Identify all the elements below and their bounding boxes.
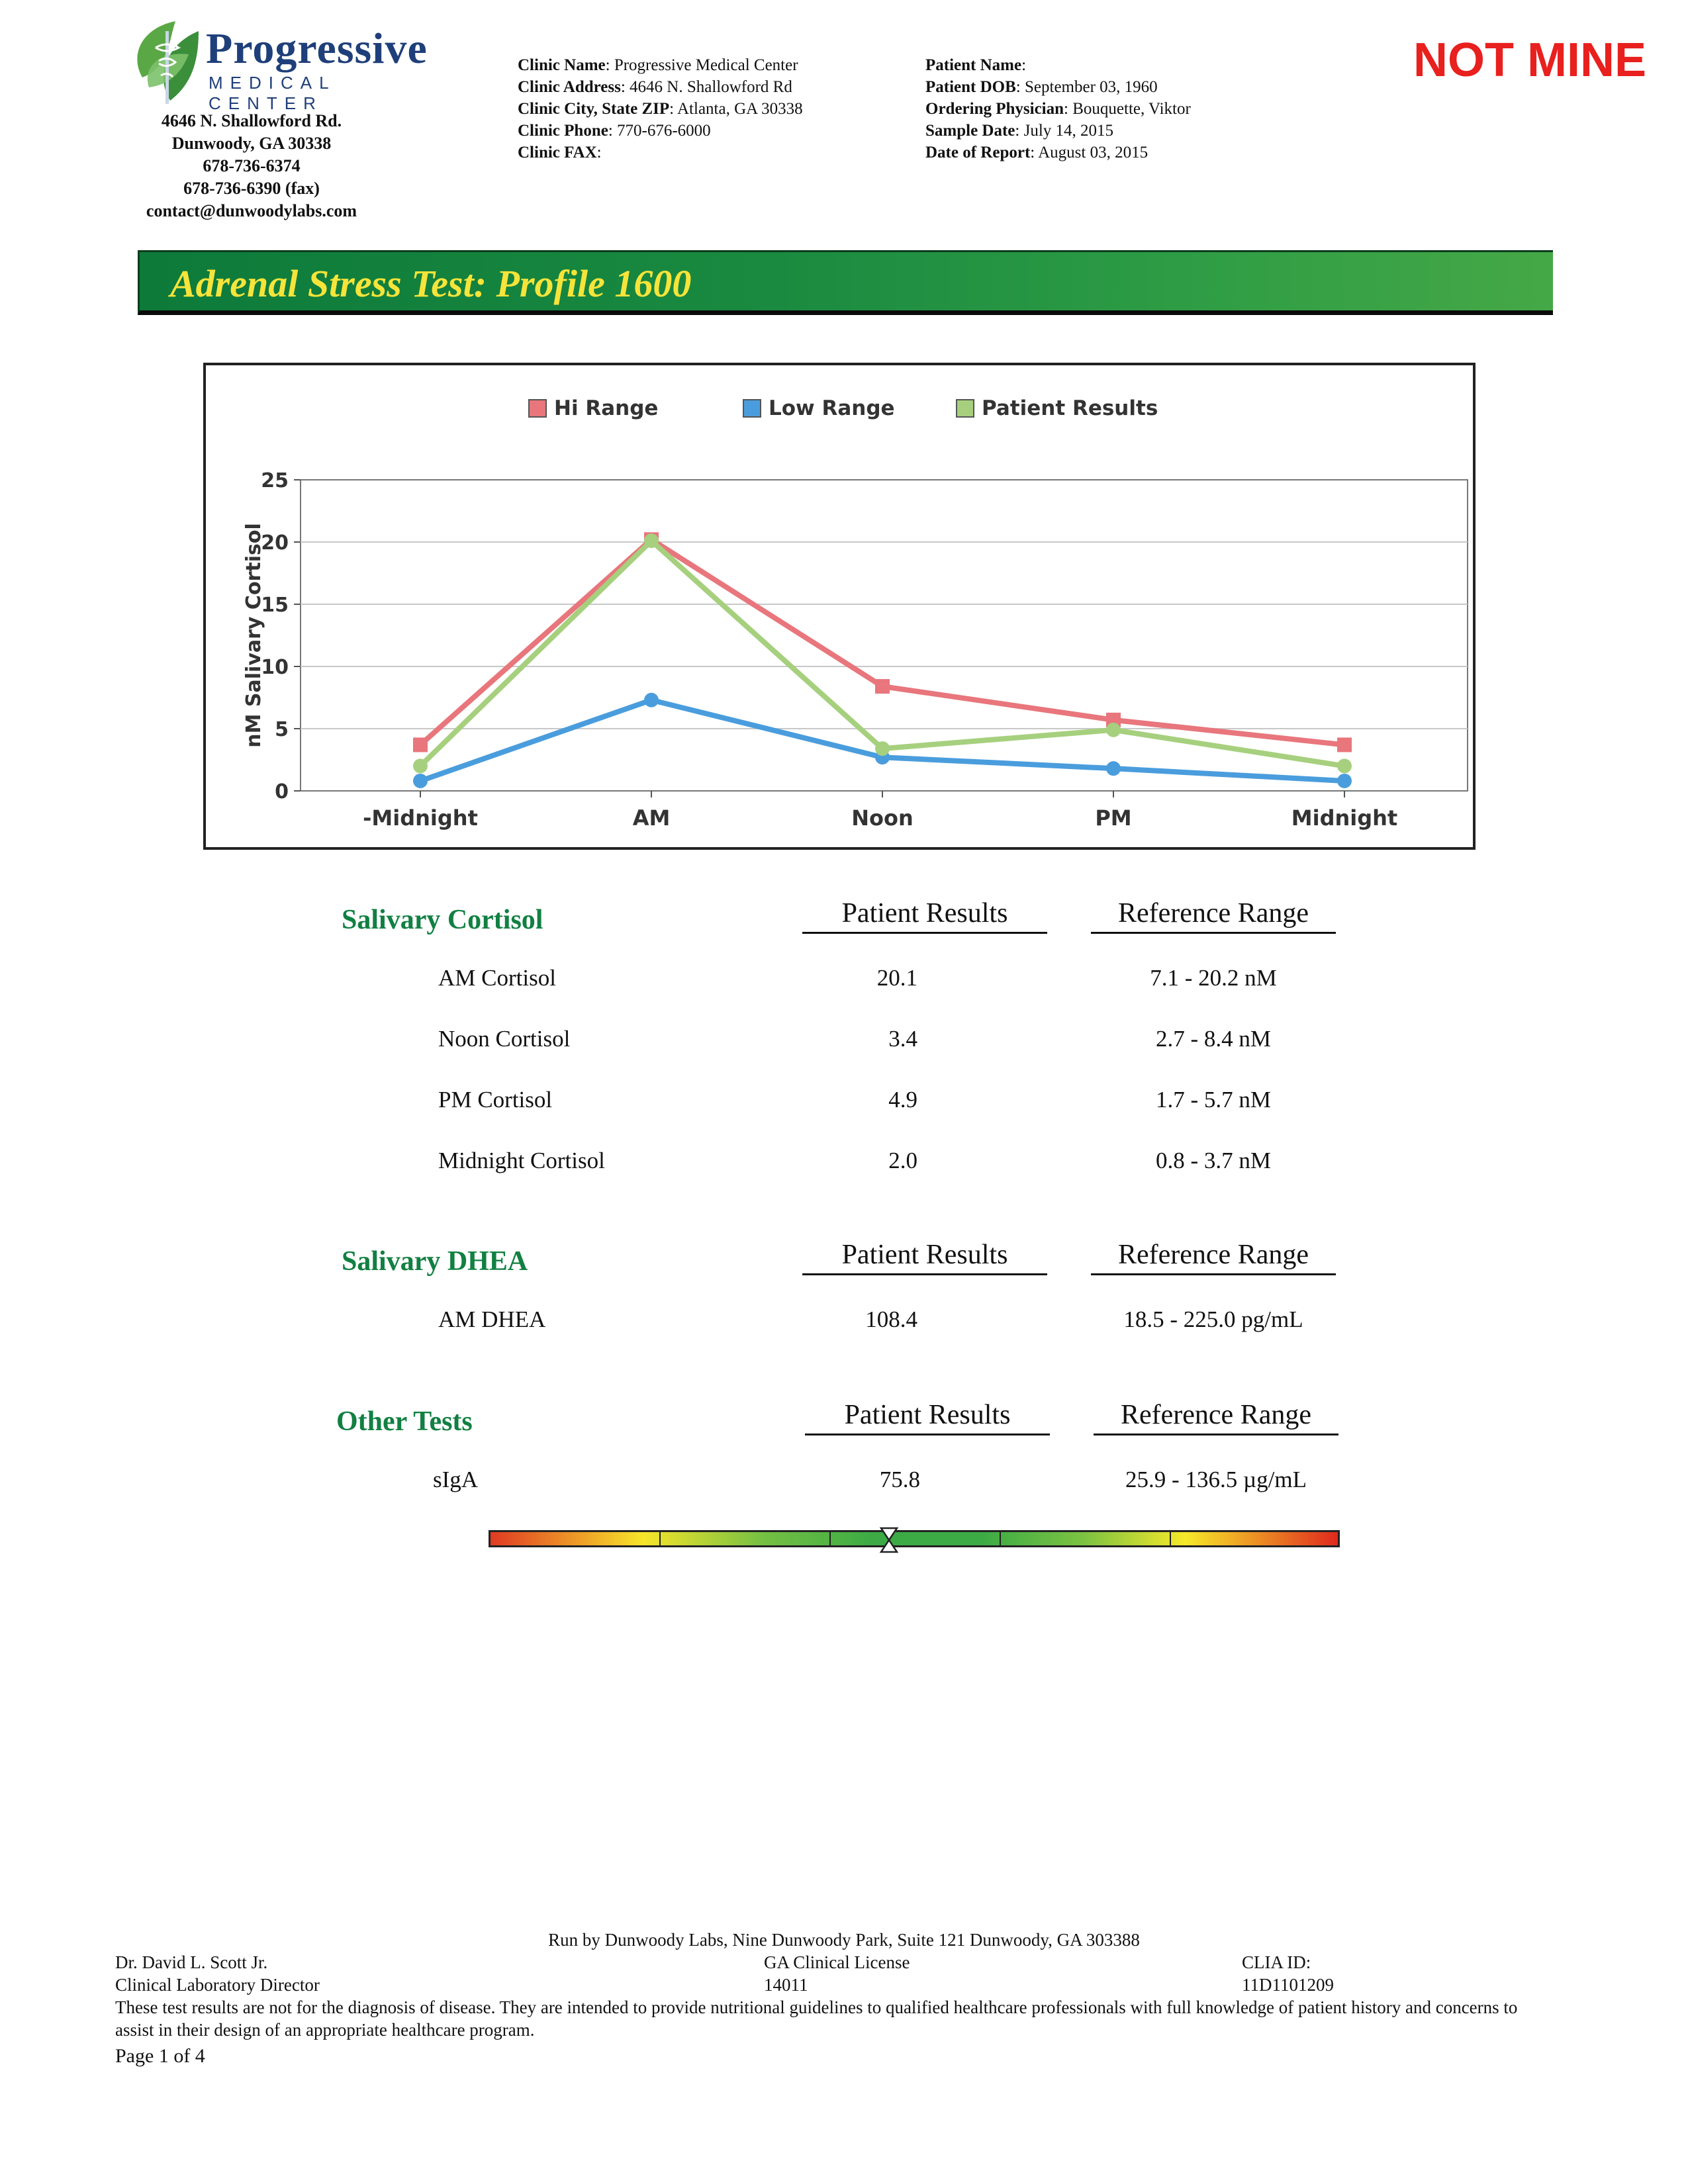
y-tick-label: 0 <box>275 780 289 803</box>
title-banner <box>138 250 1553 315</box>
x-tick-label: -Midnight <box>363 805 478 831</box>
test-result: 3.4 <box>888 1026 917 1052</box>
footer-run-by: Run by Dunwoody Labs, Nine Dunwoody Park, Suite 121 Dunwoody, GA 303388 <box>548 1930 1140 1950</box>
gauge-tick <box>829 1532 831 1545</box>
legend-swatch <box>529 400 546 417</box>
other-results-header: Patient Results <box>805 1399 1050 1435</box>
info-value: Progressive Medical Center <box>614 56 798 74</box>
info-label: Ordering Physician <box>925 100 1064 118</box>
siga-range-gauge <box>489 1530 1340 1547</box>
report-title: Adrenal Stress Test: Profile 1600 <box>170 262 692 305</box>
info-label: Patient DOB <box>925 78 1016 96</box>
logo-subtitle: MEDICAL CENTER <box>209 73 336 113</box>
cortisol-range-header: Reference Range <box>1091 897 1336 934</box>
data-point <box>1337 774 1352 788</box>
data-point <box>1106 761 1121 776</box>
contact-city: Dunwoody, GA 30338 <box>171 134 332 153</box>
test-result: 108.4 <box>865 1306 917 1332</box>
data-point <box>1337 737 1352 752</box>
clinic-contact <box>99 110 404 222</box>
clinic-info-row: Clinic FAX: <box>518 144 602 161</box>
info-label: Date of Report <box>925 144 1031 161</box>
test-name: sIgA <box>433 1467 479 1492</box>
data-point <box>413 774 428 788</box>
y-tick-label: 20 <box>261 531 289 555</box>
test-name: PM Cortisol <box>438 1087 553 1113</box>
not-mine-stamp: NOT MINE <box>1413 34 1646 87</box>
info-label: Patient Name <box>925 56 1022 74</box>
test-range: 7.1 - 20.2 nM <box>1150 965 1277 991</box>
y-tick-label: 25 <box>261 469 289 492</box>
cortisol-chart <box>203 363 1476 850</box>
clinic-info-row: Clinic City, State ZIP: Atlanta, GA 30338 <box>518 100 803 118</box>
data-point <box>875 741 890 756</box>
logo <box>129 15 453 114</box>
y-tick-label: 10 <box>261 656 289 679</box>
clinic-info-row: Clinic Phone: 770-676-6000 <box>518 122 711 140</box>
contact-email: contact@dunwoodylabs.com <box>146 201 357 220</box>
dhea-range-header: Reference Range <box>1091 1239 1336 1275</box>
info-label: Clinic Name <box>518 56 606 74</box>
test-result: 4.9 <box>888 1087 917 1113</box>
info-value: September 03, 1960 <box>1025 78 1158 96</box>
patient-info-row: Ordering Physician: Bouquette, Viktor <box>925 100 1191 118</box>
y-axis-label: nM Salivary Cortisol <box>242 523 265 748</box>
info-value: Bouquette, Viktor <box>1072 100 1191 118</box>
test-name: AM Cortisol <box>438 965 556 991</box>
footer-license-label: GA Clinical License <box>764 1952 910 1972</box>
data-point <box>644 533 659 548</box>
test-result: 2.0 <box>888 1148 917 1173</box>
patient-info-row: Patient Name: <box>925 56 1027 74</box>
info-value: August 03, 2015 <box>1038 144 1149 161</box>
dhea-section-title: Salivary DHEA <box>342 1246 528 1277</box>
data-point <box>413 758 428 773</box>
cortisol-results-header: Patient Results <box>802 897 1047 934</box>
info-value: July 14, 2015 <box>1023 122 1114 140</box>
test-range: 0.8 - 3.7 nM <box>1155 1148 1272 1173</box>
info-value: 4646 N. Shallowford Rd <box>630 78 792 96</box>
test-result: 75.8 <box>879 1467 920 1492</box>
contact-fax: 678-736-6390 (fax) <box>183 179 320 198</box>
legend-label: Patient Results <box>982 396 1158 420</box>
test-range: 2.7 - 8.4 nM <box>1155 1026 1272 1052</box>
info-label: Clinic Address <box>518 78 621 96</box>
other-section-title: Other Tests <box>336 1406 473 1437</box>
data-point <box>413 737 428 752</box>
gauge-tick <box>1000 1532 1001 1545</box>
info-label: Clinic City, State ZIP <box>518 100 670 118</box>
data-point <box>1337 758 1352 773</box>
gauge-tick <box>659 1532 661 1545</box>
legend-swatch <box>743 400 761 417</box>
contact-phone: 678-736-6374 <box>203 156 301 175</box>
clinic-info <box>518 54 803 163</box>
legend-swatch <box>957 400 974 417</box>
caduceus-leaf-icon <box>129 15 209 114</box>
test-range: 1.7 - 5.7 nM <box>1155 1087 1272 1113</box>
test-result: 20.1 <box>876 965 917 991</box>
test-name: AM DHEA <box>438 1306 546 1332</box>
info-label: Clinic Phone <box>518 122 608 140</box>
contact-address: 4646 N. Shallowford Rd. <box>161 111 342 130</box>
footer-license-value: 14011 <box>764 1975 808 1995</box>
patient-info-row: Patient DOB: September 03, 1960 <box>925 78 1158 96</box>
gauge-marker-icon <box>879 1527 899 1553</box>
legend-label: Hi Range <box>554 396 659 420</box>
clinic-info-row: Clinic Name: Progressive Medical Center <box>518 56 798 74</box>
info-value: Atlanta, GA 30338 <box>677 100 803 118</box>
footer-director-title: Clinical Laboratory Director <box>115 1975 320 1995</box>
dhea-results-header: Patient Results <box>802 1239 1047 1275</box>
other-range-header: Reference Range <box>1094 1399 1338 1435</box>
x-tick-label: AM <box>632 805 671 831</box>
patient-info-row: Date of Report: August 03, 2015 <box>925 144 1149 161</box>
legend-label: Low Range <box>769 396 895 420</box>
footer-clia-value: 11D1101209 <box>1242 1975 1334 1995</box>
data-point <box>875 679 890 694</box>
x-tick-label: PM <box>1095 805 1132 831</box>
test-name: Midnight Cortisol <box>438 1148 605 1173</box>
y-tick-label: 5 <box>275 718 289 741</box>
info-label: Sample Date <box>925 122 1015 140</box>
clinic-info-row: Clinic Address: 4646 N. Shallowford Rd <box>518 78 792 96</box>
patient-info <box>925 54 1191 163</box>
footer-page-number: Page 1 of 4 <box>115 2045 205 2067</box>
y-tick-label: 15 <box>261 594 289 617</box>
test-range: 25.9 - 136.5 µg/mL <box>1125 1467 1307 1492</box>
data-point <box>1106 723 1121 737</box>
data-point <box>644 693 659 707</box>
test-name: Noon Cortisol <box>438 1026 571 1052</box>
logo-wordmark: Progressive <box>206 24 428 73</box>
gauge-tick <box>1170 1532 1171 1545</box>
footer-director-name: Dr. David L. Scott Jr. <box>115 1952 268 1972</box>
info-value: 770-676-6000 <box>617 122 711 140</box>
footer-disclaimer: These test results are not for the diagnosis of disease. They are intended to provide nutritional guidelines to qualified healthcare professionals with full knowledge of patient history and concerns to assist in their design of an appropriate healthcare program. <box>115 1997 1518 2040</box>
cortisol-section-title: Salivary Cortisol <box>342 905 543 935</box>
info-label: Clinic FAX <box>518 144 597 161</box>
x-tick-label: Noon <box>851 805 914 831</box>
footer-clia-label: CLIA ID: <box>1242 1952 1311 1972</box>
chart-svg <box>206 365 1473 847</box>
test-range: 18.5 - 225.0 pg/mL <box>1123 1306 1303 1332</box>
x-tick-label: Midnight <box>1291 805 1398 831</box>
patient-info-row: Sample Date: July 14, 2015 <box>925 122 1114 140</box>
